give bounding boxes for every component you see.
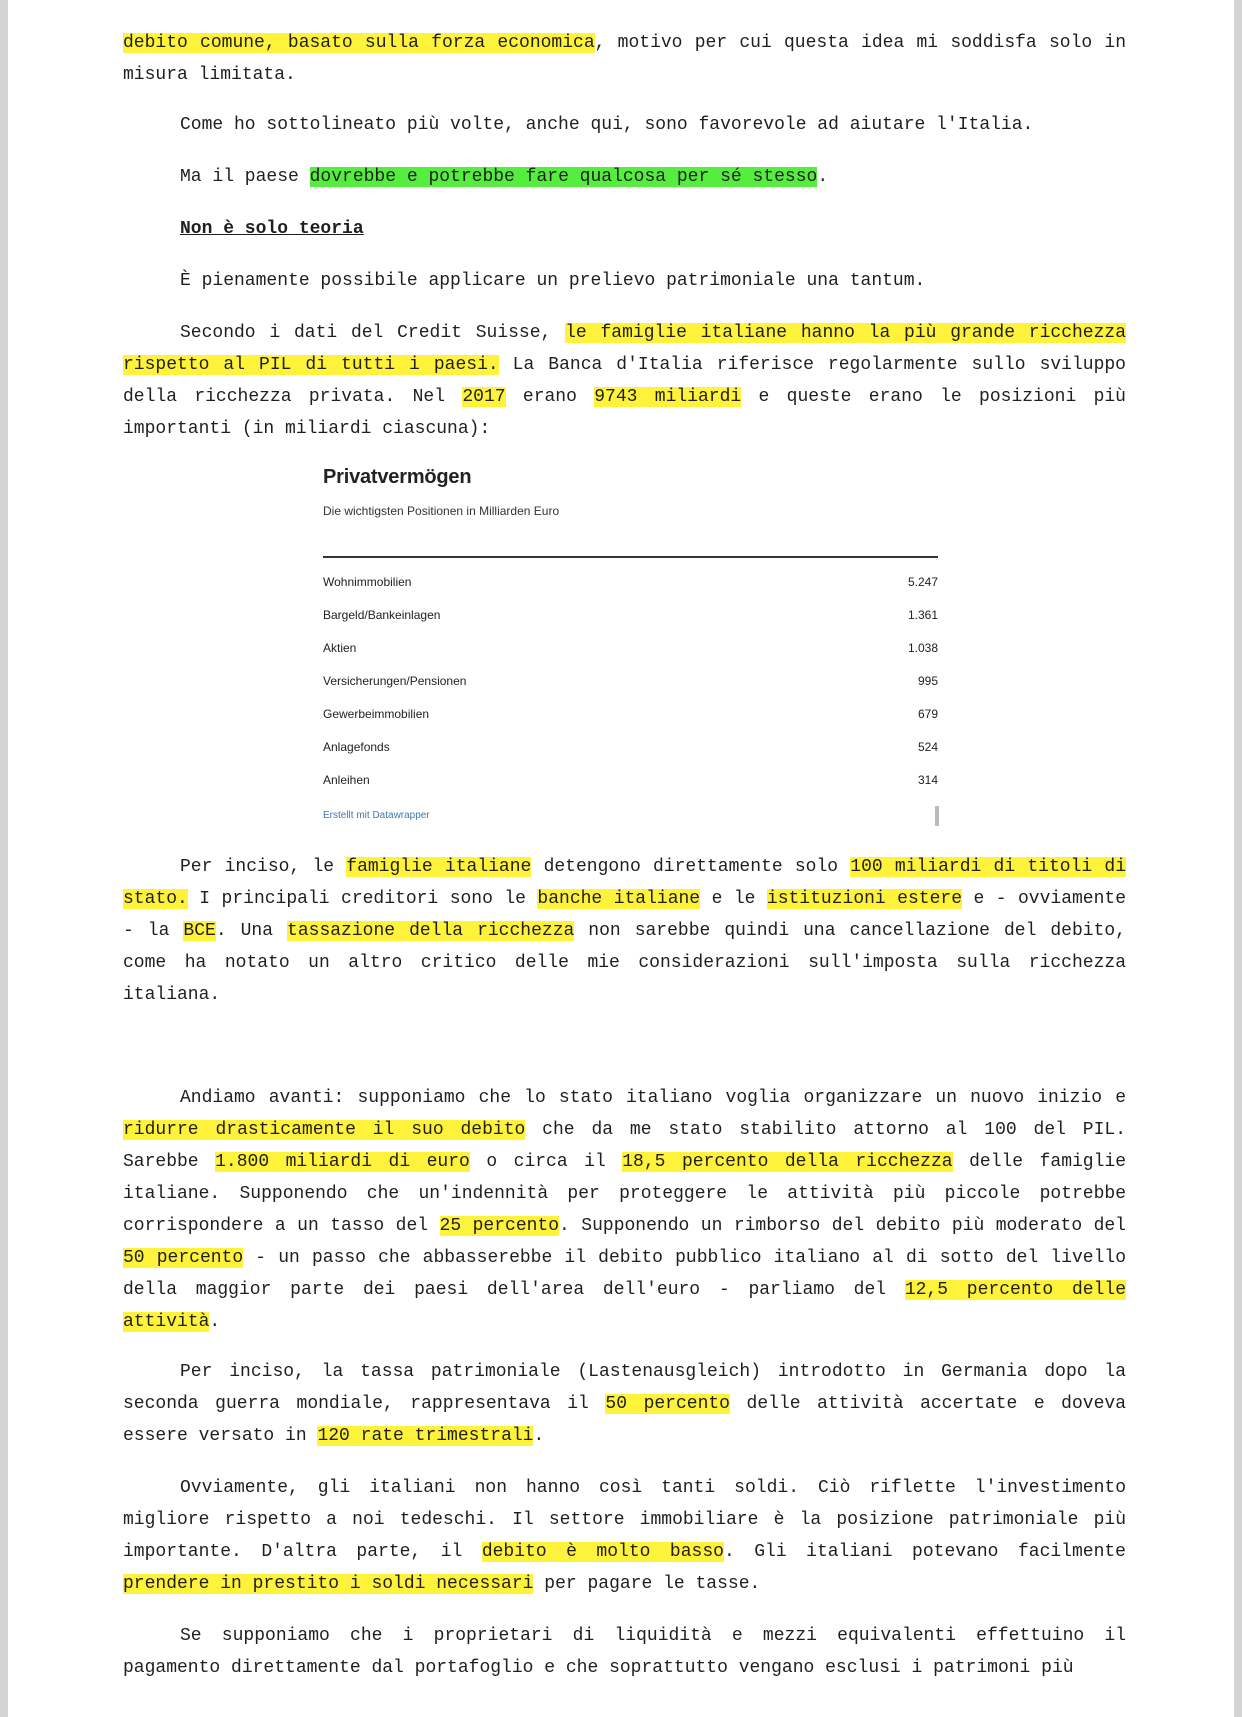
row-value: 1.038 <box>907 640 938 655</box>
table-row <box>323 631 938 664</box>
section-heading: Non è solo teoria <box>180 219 364 239</box>
text-run: . Supponendo un rimborso del debito più moderato del <box>559 1216 1126 1236</box>
row-value: 314 <box>917 772 938 787</box>
highlight: famiglie italiane <box>346 857 532 877</box>
highlight: 9743 miliardi <box>594 387 742 407</box>
paragraph-lastenausgleich <box>123 1356 1126 1452</box>
highlight: 50 percento <box>605 1394 730 1414</box>
text-run: delle attività accertate e doveva essere versato in <box>123 1394 1126 1446</box>
text-run: e queste erano le posizioni più importanti (in miliardi ciascuna): <box>123 387 1126 439</box>
text-run: Ma il paese <box>180 167 310 187</box>
table-row <box>323 763 938 796</box>
text-run: delle famiglie italiane. Supponendo che un'indennità per proteggere le attività più piccole potrebbe corrispondere a un tasso del <box>123 1152 1127 1236</box>
row-value: 524 <box>917 739 938 754</box>
paragraph-prelievo: È pienamente possibile applicare un prelievo patrimoniale una tantum. <box>180 271 926 291</box>
text-run: Per inciso, le <box>180 857 347 877</box>
highlight: istituzioni estere <box>766 889 962 909</box>
resize-handle[interactable] <box>935 806 939 826</box>
table-body <box>323 565 938 796</box>
table-subtitle: Die wichtigsten Positionen in Milliarden Euro <box>323 504 560 518</box>
row-label: Aktien <box>323 640 357 655</box>
text-run: . <box>533 1426 545 1446</box>
text-run: , motivo per cui questa idea mi soddisfa solo in misura limitata. <box>123 33 1127 85</box>
text-run: detengono direttamente solo <box>531 857 851 877</box>
highlight: 25 percento <box>439 1216 560 1236</box>
text-run: Per inciso, la tassa patrimoniale (Lastenausgleich) introdotto in Germania dopo la seconda guerra mondiale, rappresentava il <box>123 1362 1126 1414</box>
text-run: - un passo che abbasserebbe il debito pubblico italiano al di sotto del livello della maggior parte dei paesi dell'area dell'euro - parliamo del <box>123 1248 1126 1300</box>
text-run: o circa il <box>469 1152 623 1172</box>
datawrapper-credit-link[interactable]: Erstellt mit Datawrapper <box>323 810 430 821</box>
table-row <box>323 730 938 763</box>
paragraph-credit-suisse <box>123 317 1126 445</box>
row-value: 995 <box>917 673 938 688</box>
paragraph-aiutare-italia: Come ho sottolineato più volte, anche qui, sono favorevole ad aiutare l'Italia. <box>180 115 1034 135</box>
highlight: banche italiane <box>537 889 701 909</box>
row-value: 5.247 <box>907 574 938 589</box>
document-page <box>8 0 1234 1717</box>
highlight: 100 miliardi di titoli di stato. <box>123 857 1126 909</box>
row-label: Anlagefonds <box>323 739 390 754</box>
highlight: tassazione della ricchezza <box>287 921 575 941</box>
row-value: 679 <box>917 706 938 721</box>
row-label: Anleihen <box>323 772 370 787</box>
highlight: 1.800 miliardi di euro <box>215 1152 470 1172</box>
highlight: 50 percento <box>123 1248 244 1268</box>
text-run: Secondo i dati del Credit Suisse, <box>180 323 566 343</box>
text-run: non sarebbe quindi una cancellazione del debito, come ha notato un altro critico delle mie considerazioni sull'imposta sulla ricchezza italiana. <box>123 921 1126 1005</box>
highlight: prendere in prestito i soldi necessari <box>123 1574 534 1594</box>
paragraph-paese <box>123 161 1126 193</box>
highlight: 18,5 percento della ricchezza <box>622 1152 953 1172</box>
datawrapper-table <box>323 466 938 821</box>
highlight: le famiglie italiane hanno la più grande ricchezza rispetto al PIL di tutti i paesi. <box>123 323 1127 375</box>
paragraph-titoli-di-stato <box>123 851 1126 1011</box>
row-label: Bargeld/Bankeinlagen <box>323 607 441 622</box>
text-run: per pagare le tasse. <box>533 1574 761 1594</box>
highlight: 120 rate trimestrali <box>317 1426 534 1446</box>
highlight-green: dovrebbe e potrebbe fare qualcosa per sé stesso <box>309 167 818 187</box>
text-run: La Banca d'Italia riferisce regolarmente sullo sviluppo della ricchezza privata. Nel <box>123 355 1126 407</box>
text-run: Andiamo avanti: supponiamo che lo stato italiano voglia organizzare un nuovo inizio e <box>180 1088 1126 1108</box>
highlight: BCE <box>183 921 216 941</box>
text-run: . Gli italiani potevano facilmente <box>723 1542 1126 1562</box>
text-run: e - ovviamente - la <box>123 889 1127 941</box>
section-heading-wrap <box>123 213 1126 245</box>
highlight: 12,5 percento delle attività <box>123 1280 1127 1332</box>
paragraph-ovviamente <box>123 1472 1126 1600</box>
row-label: Wohnimmobilien <box>323 574 412 589</box>
paragraph-se-supponiamo: Se supponiamo che i proprietari di liquidità e mezzi equivalenti effettuino il pagamento direttamente dal portafoglio e che soprattutto vengano esclusi i patrimoni più <box>123 1626 1126 1678</box>
table-row <box>323 598 938 631</box>
text-run: . <box>817 167 829 187</box>
table-row <box>323 697 938 730</box>
highlight: ridurre drasticamente il suo debito <box>123 1120 526 1140</box>
row-label: Gewerbeimmobilien <box>323 706 430 721</box>
text-run: Ovviamente, gli italiani non hanno così tanti soldi. Ciò riflette l'investimento migliore rispetto a noi tedeschi. Il settore immobiliare è la posizione patrimoniale più importante. D'altra parte, il <box>123 1478 1126 1562</box>
paragraph-debito-comune <box>123 27 1126 91</box>
highlight: 2017 <box>462 387 506 407</box>
text-run: . <box>209 1312 221 1332</box>
text-run: I principali creditori sono le <box>187 889 538 909</box>
table-row <box>323 664 938 697</box>
table-title: Privatvermögen <box>323 466 472 488</box>
table-header-rule <box>323 556 938 558</box>
row-label: Versicherungen/Pensionen <box>323 673 467 688</box>
row-value: 1.361 <box>907 607 938 622</box>
paragraph-andiamo-avanti <box>123 1082 1126 1338</box>
text-run: . Una <box>215 921 288 941</box>
highlight: debito comune, basato sulla forza economica <box>123 33 595 53</box>
text-run: e le <box>700 889 767 909</box>
table-row <box>323 565 938 598</box>
highlight: debito è molto basso <box>481 1542 724 1562</box>
text-run: che da me stato stabilito attorno al 100 del PIL. Sarebbe <box>123 1120 1127 1172</box>
text-run: erano <box>505 387 595 407</box>
